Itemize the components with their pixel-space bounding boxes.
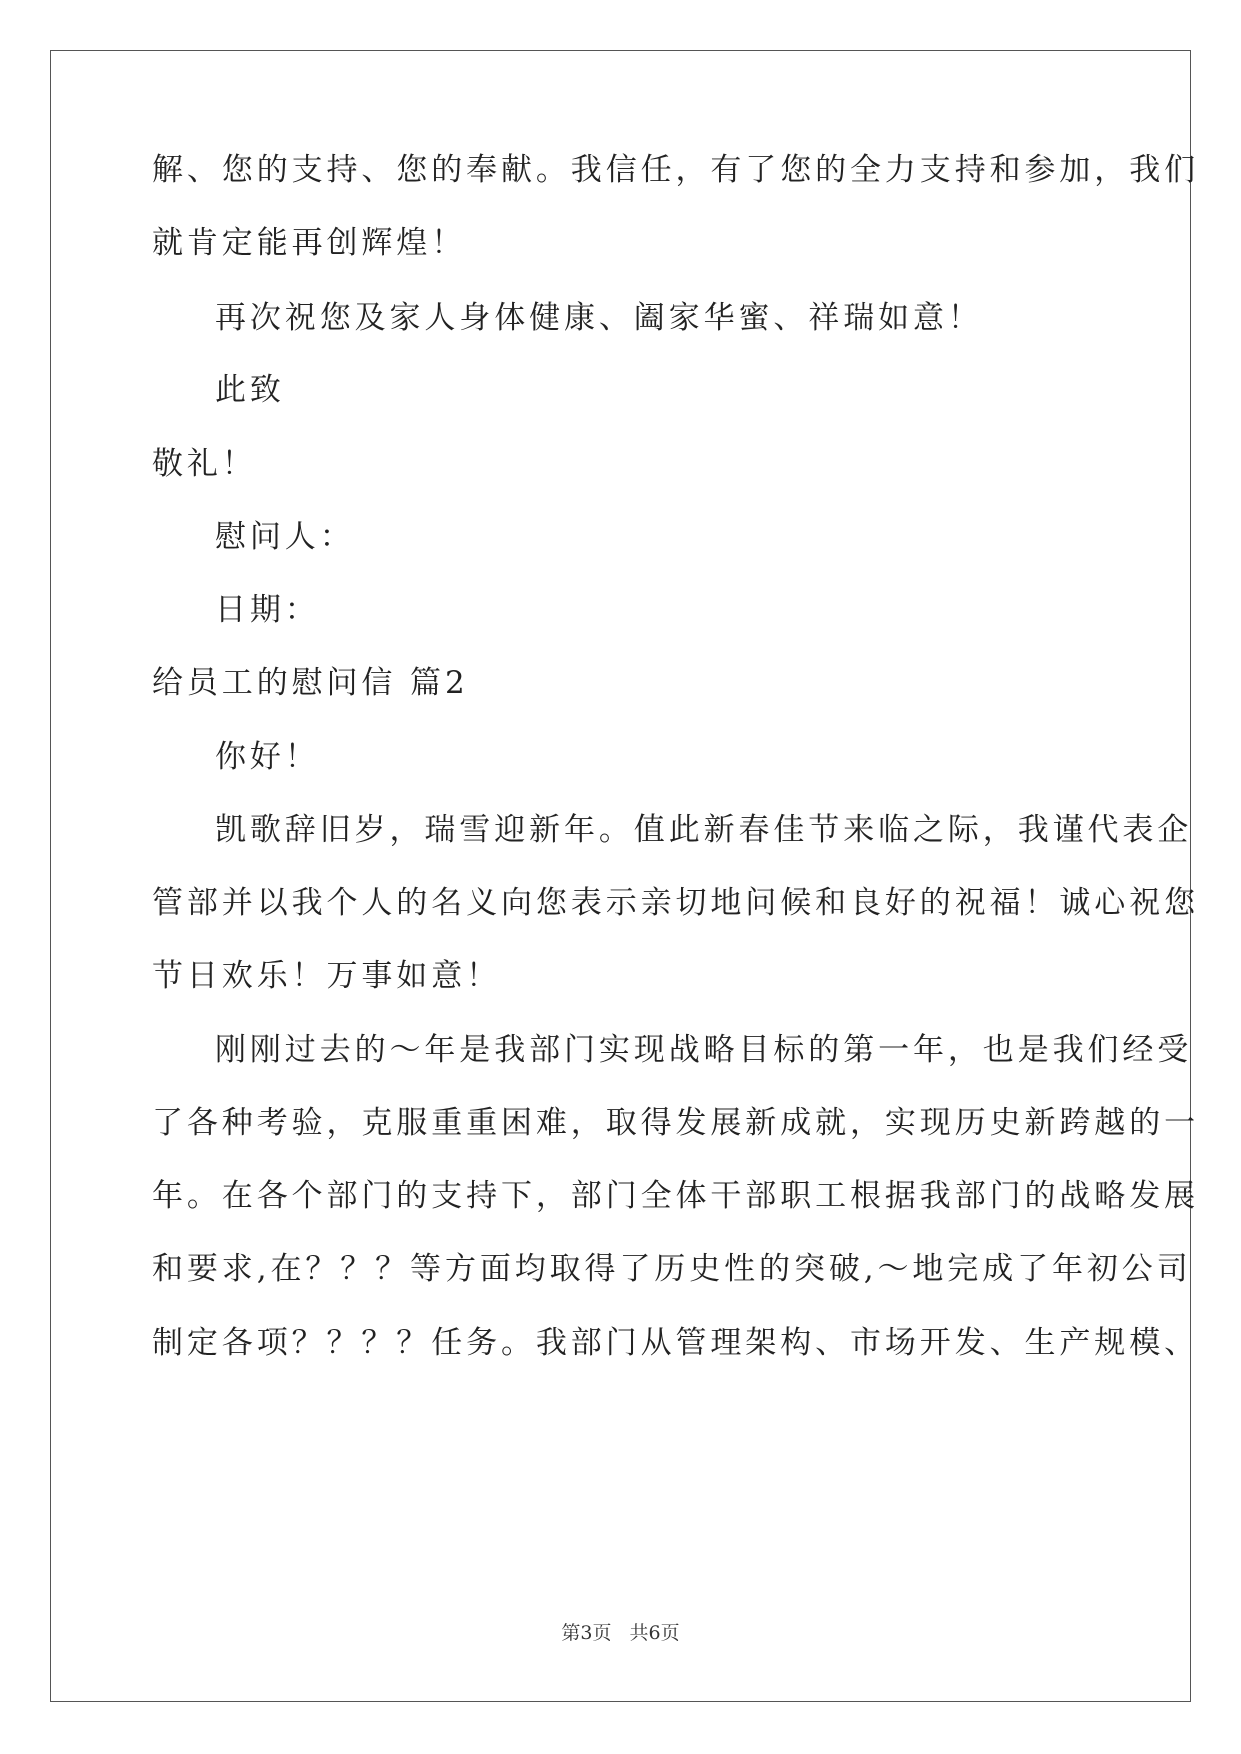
text-line: 年。在各个部门的支持下，部门全体干部职工根据我部门的战略发展 <box>152 1178 1199 1214</box>
current-page-number: 第3页 <box>561 1622 612 1644</box>
text-line: 管部并以我个人的名义向您表示亲切地问候和良好的祝福！诚心祝您 <box>152 885 1199 921</box>
text-line: 了各种考验，克服重重困难，取得发展新成就，实现历史新跨越的一 <box>152 1105 1199 1141</box>
text-line: 解、您的支持、您的奉献。我信任，有了您的全力支持和参加，我们 <box>152 152 1199 188</box>
closing-salutation: 此致 <box>215 372 285 408</box>
text-line: 和要求,在？？？等方面均取得了历史性的突破,～地完成了年初公司 <box>152 1251 1192 1287</box>
text-line: 就肯定能再创辉煌！ <box>152 225 467 261</box>
section-heading: 给员工的慰问信 篇2 <box>152 665 469 701</box>
page-footer <box>0 1618 1241 1645</box>
greeting: 你好！ <box>215 739 320 775</box>
text-line: 制定各项？？？？任务。我部门从管理架构、市场开发、生产规模、 <box>152 1325 1199 1361</box>
text-line: 凯歌辞旧岁，瑞雪迎新年。值此新春佳节来临之际，我谨代表企 <box>215 812 1193 848</box>
text-line: 刚刚过去的～年是我部门实现战略目标的第一年，也是我们经受 <box>215 1032 1193 1068</box>
text-line: 节日欢乐！万事如意！ <box>152 958 501 994</box>
signer-label: 慰问人： <box>215 519 355 555</box>
closing-regards: 敬礼！ <box>152 446 257 482</box>
text-line: 再次祝您及家人身体健康、阖家华蜜、祥瑞如意！ <box>215 300 983 336</box>
total-pages: 共6页 <box>629 1622 680 1644</box>
date-label: 日期： <box>215 592 320 628</box>
